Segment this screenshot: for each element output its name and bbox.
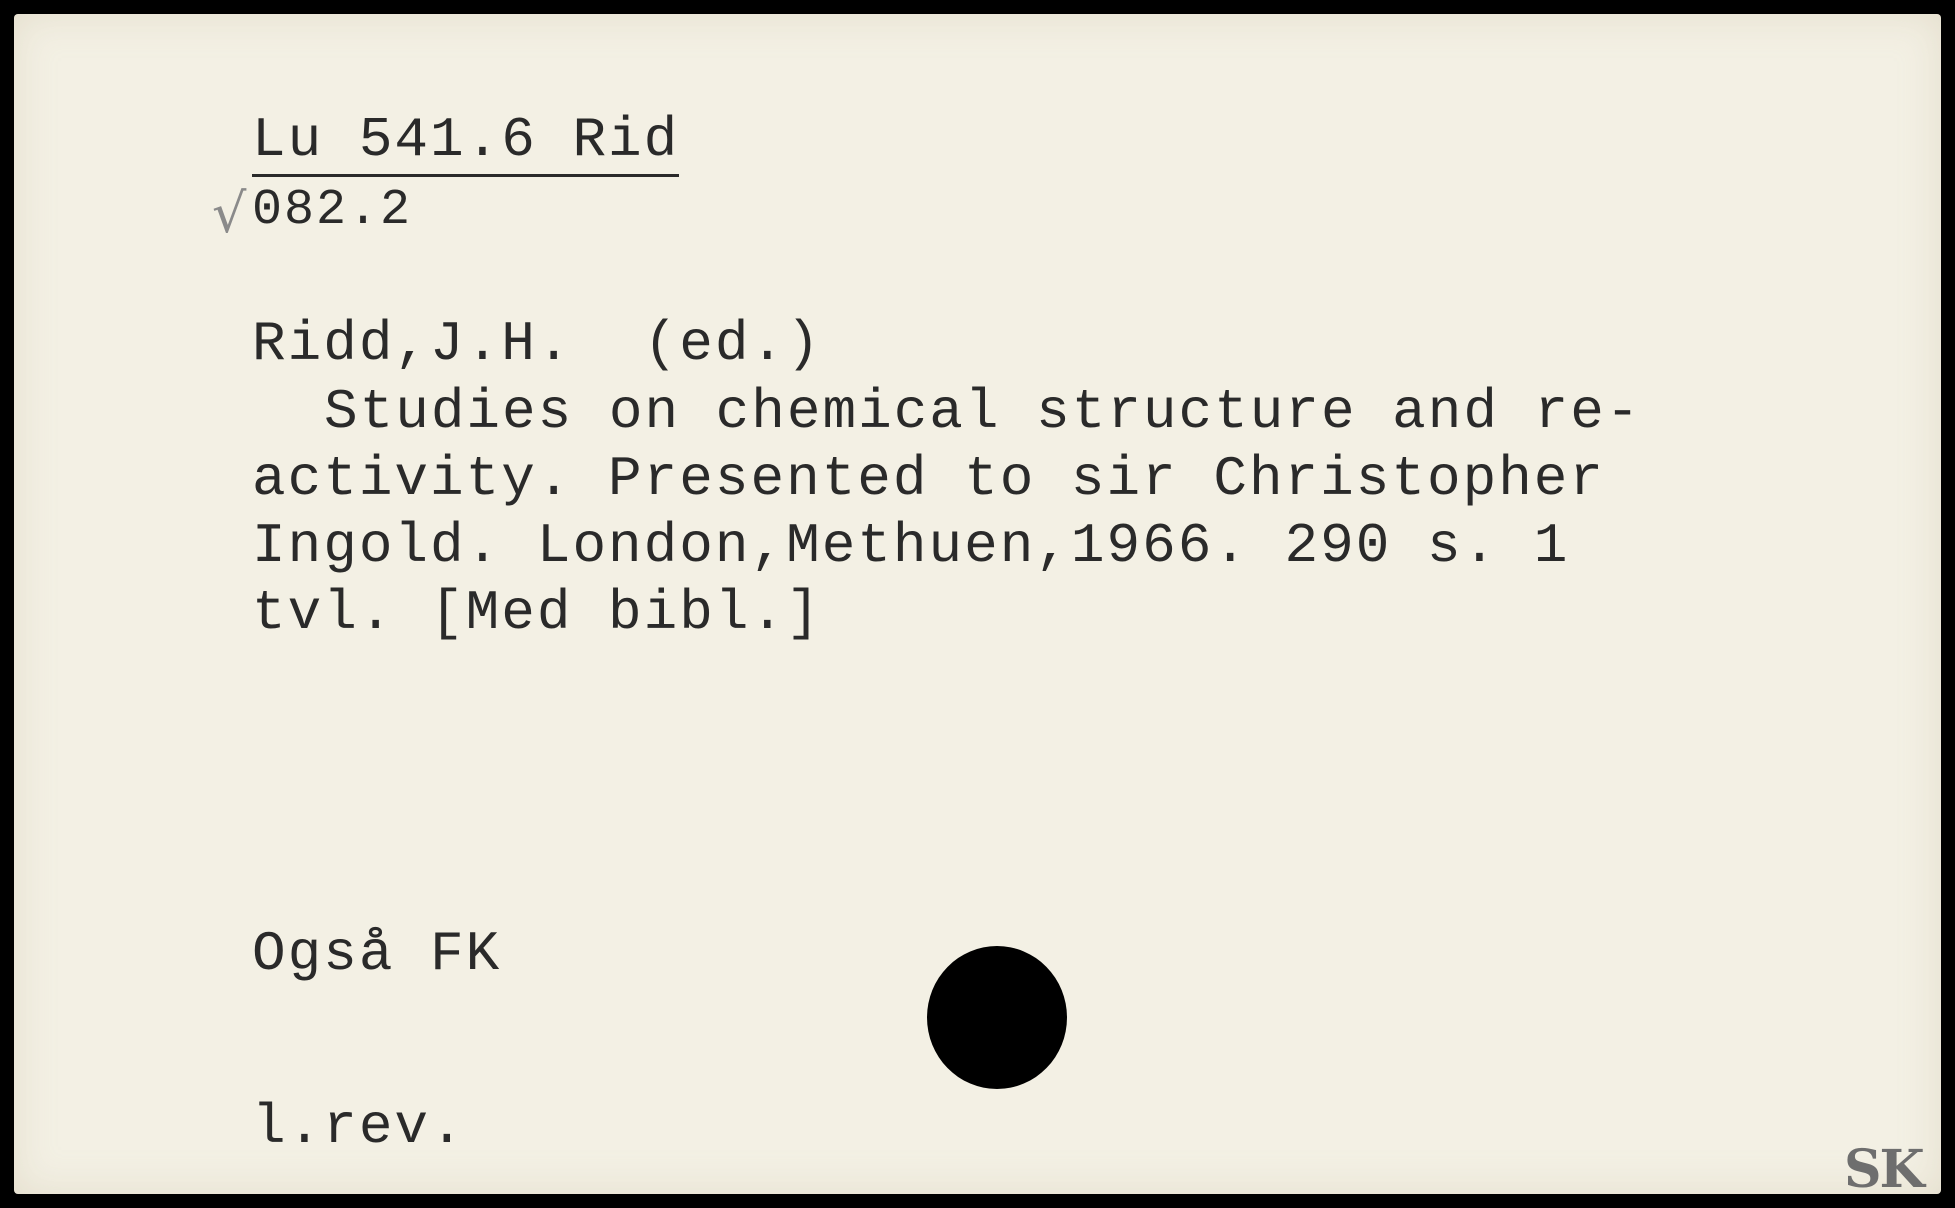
call-number: Lu 541.6 Rid [252,112,679,177]
also-note: Også FK [252,922,502,986]
description-line-1: Studies on chemical structure and re- [324,380,1642,444]
initials-stamp: SK [1844,1139,1923,1200]
catalog-card [14,14,1941,1200]
description-line-3: Ingold. London,Methuen,1966. 290 s. 1 [252,514,1570,578]
author-line: Ridd,J.H. (ed.) [252,312,822,376]
punch-hole [927,946,1067,1089]
description-line-4: tvl. [Med bibl.] [252,581,822,645]
check-mark-icon: √ [212,182,247,245]
class-number: 082.2 [252,182,413,239]
description-line-2: activity. Presented to sir Christopher [252,447,1606,511]
revision-note: l.rev. [252,1095,466,1159]
